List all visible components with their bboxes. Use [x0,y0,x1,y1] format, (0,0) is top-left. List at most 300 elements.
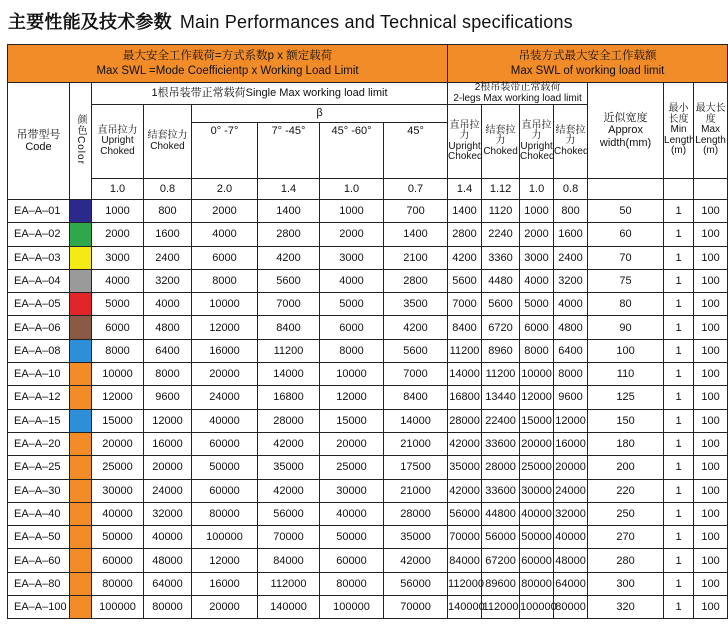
row-value: 42000 [448,432,482,455]
factor-5: 0.7 [384,179,448,200]
color-swatch [70,573,91,595]
row-max-length: 100 [694,293,728,316]
table-row [8,502,728,525]
single-header: 1根吊装带正常载荷Single Max working load limit [92,83,448,105]
row-value: 20000 [92,432,144,455]
row-value: 2800 [258,223,320,246]
row-value: 9600 [144,386,192,409]
row-value: 56000 [258,502,320,525]
row-value: 50000 [192,456,258,479]
row-value: 16000 [192,572,258,595]
row-value: 70000 [448,526,482,549]
two-legs-header [448,83,588,105]
row-value: 4480 [482,269,520,292]
row-min-length: 1 [664,596,694,619]
factor-7: 1.12 [482,179,520,200]
row-value: 70000 [258,526,320,549]
row-value: 12000 [144,409,192,432]
row-value: 33600 [482,479,520,502]
table-body [8,200,728,619]
row-code: EA–A–20 [8,432,70,455]
two-choked-cn: 结套拉力 [485,124,516,147]
row-value: 64000 [554,572,588,595]
row-color-swatch [70,572,92,595]
row-width: 150 [588,409,664,432]
row-value: 42000 [448,479,482,502]
row-value: 4000 [144,293,192,316]
row-value: 3360 [482,246,520,269]
row-value: 48000 [144,549,192,572]
factor-9: 0.8 [554,179,588,200]
color-swatch [70,247,91,269]
row-code: EA–A–25 [8,456,70,479]
row-value: 60000 [192,479,258,502]
row-max-length: 100 [694,246,728,269]
color-swatch [70,386,91,408]
row-value: 40000 [144,526,192,549]
row-value: 9600 [554,386,588,409]
row-value: 14000 [384,409,448,432]
row-color-swatch [70,293,92,316]
row-value: 80000 [520,572,554,595]
row-value: 35000 [258,456,320,479]
row-value: 28000 [448,409,482,432]
code-header-en: Code [25,141,52,153]
table-row [8,479,728,502]
color-swatch [70,526,91,548]
row-max-length: 100 [694,269,728,292]
table-row [8,526,728,549]
band-right [448,45,728,83]
row-value: 4000 [92,269,144,292]
row-value: 8400 [384,386,448,409]
row-value: 100000 [92,596,144,619]
upright-choked-en: Choked [100,145,135,157]
two-upright-header-b [520,105,554,179]
factor-3: 1.4 [258,179,320,200]
row-value: 20000 [520,432,554,455]
two-legs-en: 2-legs Max working load limit [453,92,582,104]
row-width: 80 [588,293,664,316]
table-row [8,339,728,362]
color-swatch [70,200,91,222]
row-value: 11200 [258,339,320,362]
color-header-label: 颜色Color [75,114,86,165]
table-row [8,386,728,409]
color-swatch [70,316,91,338]
row-min-length: 1 [664,316,694,339]
row-value: 24000 [554,479,588,502]
row-value: 2800 [448,223,482,246]
header-band [8,45,728,83]
row-value: 11200 [482,363,520,386]
row-value: 16000 [144,432,192,455]
row-value: 6720 [482,316,520,339]
two-upright-b-choked: Choked [520,151,555,162]
row-value: 2000 [192,200,258,223]
row-value: 3200 [554,269,588,292]
row-value: 67200 [482,549,520,572]
row-value: 5600 [384,339,448,362]
row-value: 1600 [554,223,588,246]
band-left-en: Max SWL =Mode Coefficientp x Working Load Limit [96,64,359,77]
row-value: 4800 [554,316,588,339]
row-value: 3000 [92,246,144,269]
width-header-en: Approx width(mm) [599,124,652,149]
row-value: 20000 [192,596,258,619]
row-value: 25000 [320,456,384,479]
row-value: 2400 [554,246,588,269]
maxlen-header-cn: 最大长度 [695,103,726,125]
row-code: EA–A–80 [8,572,70,595]
row-value: 30000 [92,479,144,502]
row-max-length: 100 [694,572,728,595]
row-width: 220 [588,479,664,502]
row-value: 80000 [144,596,192,619]
row-value: 3000 [320,246,384,269]
row-value: 7000 [258,293,320,316]
row-value: 33600 [482,432,520,455]
table-row [8,596,728,619]
row-value: 50000 [320,526,384,549]
row-value: 60000 [192,432,258,455]
row-max-length: 100 [694,432,728,455]
row-color-swatch [70,456,92,479]
row-value: 700 [384,200,448,223]
row-color-swatch [70,432,92,455]
row-value: 100000 [320,596,384,619]
row-value: 80000 [92,572,144,595]
row-value: 8000 [92,339,144,362]
color-swatch [70,410,91,432]
row-value: 70000 [384,596,448,619]
row-width: 180 [588,432,664,455]
row-color-swatch [70,479,92,502]
row-width: 125 [588,386,664,409]
row-width: 100 [588,339,664,362]
code-header-cn: 吊带型号 [16,128,61,141]
color-swatch [70,480,91,502]
row-value: 2000 [320,223,384,246]
row-value: 56000 [384,572,448,595]
row-value: 8000 [144,363,192,386]
row-value: 8000 [320,339,384,362]
row-value: 4200 [384,316,448,339]
row-value: 7000 [448,293,482,316]
upright-en: Upright [101,135,134,147]
row-value: 1120 [482,200,520,223]
row-value: 140000 [448,596,482,619]
row-value: 80000 [320,572,384,595]
maxlen-header [694,83,728,179]
row-value: 25000 [92,456,144,479]
page-title-cn: 主要性能及技术参数 [8,12,172,32]
row-color-swatch [70,316,92,339]
row-max-length: 100 [694,549,728,572]
table-row [8,246,728,269]
row-code: EA–A–60 [8,549,70,572]
row-width: 75 [588,269,664,292]
row-value: 5000 [92,293,144,316]
row-min-length: 1 [664,223,694,246]
row-color-swatch [70,549,92,572]
row-value: 48000 [554,549,588,572]
color-swatch [70,549,91,571]
row-min-length: 1 [664,432,694,455]
row-value: 6400 [554,339,588,362]
row-value: 4200 [258,246,320,269]
two-upright-b-cn: 直吊拉力 [521,119,552,141]
row-value: 60000 [520,549,554,572]
row-max-length: 100 [694,363,728,386]
row-min-length: 1 [664,200,694,223]
row-value: 35000 [384,526,448,549]
row-min-length: 1 [664,572,694,595]
two-choked-b-en: Choked [554,145,589,157]
row-code: EA–A–30 [8,479,70,502]
row-max-length: 100 [694,316,728,339]
row-min-length: 1 [664,409,694,432]
row-color-swatch [70,502,92,525]
table-row [8,456,728,479]
color-swatch [70,433,91,455]
row-min-length: 1 [664,549,694,572]
specifications-table [7,44,728,619]
row-value: 17500 [384,456,448,479]
band-left-cn: 最大安全工作载荷=方式系数p x 额定载荷 [122,50,333,63]
row-max-length: 100 [694,596,728,619]
row-value: 10000 [520,363,554,386]
row-min-length: 1 [664,363,694,386]
upright-header [92,105,144,179]
row-value: 1000 [320,200,384,223]
row-value: 2240 [482,223,520,246]
row-code: EA–A–40 [8,502,70,525]
two-legs-cn: 2根吊装带正常载荷 [474,82,561,93]
color-swatch [70,503,91,525]
row-value: 4000 [554,293,588,316]
row-code: EA–A–04 [8,269,70,292]
row-value: 60000 [92,549,144,572]
row-value: 800 [554,200,588,223]
row-color-swatch [70,269,92,292]
color-swatch [70,293,91,315]
row-width: 270 [588,526,664,549]
row-value: 15000 [92,409,144,432]
factor-8: 1.0 [520,179,554,200]
row-max-length: 100 [694,223,728,246]
row-value: 5600 [482,293,520,316]
page-title [8,8,573,34]
row-value: 4000 [320,269,384,292]
row-value: 32000 [554,502,588,525]
row-width: 110 [588,363,664,386]
row-color-swatch [70,409,92,432]
row-value: 44800 [482,502,520,525]
factor-blank-max [694,179,728,200]
minlen-header-cn: 最小长度 [668,103,689,125]
row-code: EA–A–02 [8,223,70,246]
row-width: 200 [588,456,664,479]
angle-1: 7° -45° [258,123,320,179]
row-max-length: 100 [694,526,728,549]
choked-en: Choked [150,140,185,152]
row-value: 16000 [192,339,258,362]
two-choked-en: Choked [483,145,518,157]
row-value: 24000 [144,479,192,502]
color-swatch [70,340,91,362]
row-max-length: 100 [694,200,728,223]
table-row [8,432,728,455]
row-value: 40000 [520,502,554,525]
two-upright-header [448,105,482,179]
row-width: 50 [588,200,664,223]
row-min-length: 1 [664,526,694,549]
row-value: 3000 [520,246,554,269]
row-max-length: 100 [694,339,728,362]
table-row [8,549,728,572]
row-max-length: 100 [694,386,728,409]
row-value: 10000 [92,363,144,386]
color-header [70,83,92,200]
angle-3: 45° [384,123,448,179]
row-value: 5000 [320,293,384,316]
row-value: 14000 [448,363,482,386]
color-swatch [70,270,91,292]
row-value: 84000 [258,549,320,572]
row-code: EA–A–100 [8,596,70,619]
row-value: 1000 [520,200,554,223]
row-color-swatch [70,223,92,246]
band-left [8,45,448,83]
row-value: 64000 [144,572,192,595]
row-value: 21000 [384,432,448,455]
table-row [8,316,728,339]
two-upright-cn: 直吊拉力 [449,119,480,141]
row-width: 60 [588,223,664,246]
row-min-length: 1 [664,479,694,502]
row-value: 1600 [144,223,192,246]
code-header [8,83,70,200]
row-value: 4800 [144,316,192,339]
factor-1: 0.8 [144,179,192,200]
row-value: 28000 [258,409,320,432]
two-choked-header-b [554,105,588,179]
angle-0: 0° -7° [192,123,258,179]
row-code: EA–A–06 [8,316,70,339]
row-value: 6000 [320,316,384,339]
row-value: 60000 [320,549,384,572]
row-min-length: 1 [664,339,694,362]
row-value: 28000 [482,456,520,479]
row-code: EA–A–12 [8,386,70,409]
row-value: 40000 [554,526,588,549]
table-row [8,200,728,223]
row-max-length: 100 [694,409,728,432]
row-width: 320 [588,596,664,619]
row-value: 25000 [520,456,554,479]
row-value: 14000 [258,363,320,386]
row-color-swatch [70,200,92,223]
row-max-length: 100 [694,456,728,479]
angle-2: 45° -60° [320,123,384,179]
factor-0: 1.0 [92,179,144,200]
row-value: 8000 [192,269,258,292]
row-value: 8400 [448,316,482,339]
maxlen-header-en: Max Length (m) [695,124,726,157]
row-code: EA–A–01 [8,200,70,223]
row-value: 84000 [448,549,482,572]
row-value: 1000 [92,200,144,223]
row-value: 2800 [384,269,448,292]
row-code: EA–A–08 [8,339,70,362]
row-value: 6000 [520,316,554,339]
row-max-length: 100 [694,502,728,525]
row-value: 80000 [554,596,588,619]
row-value: 42000 [384,549,448,572]
beta-header: β [192,105,448,123]
table-row [8,409,728,432]
minlen-header-en: Min Length (m) [664,124,695,157]
minlen-header [664,83,694,179]
choked-header [144,105,192,179]
row-code: EA–A–03 [8,246,70,269]
row-width: 300 [588,572,664,595]
two-choked-header [482,105,520,179]
row-value: 8960 [482,339,520,362]
row-code: EA–A–10 [8,363,70,386]
row-value: 16800 [448,386,482,409]
row-max-length: 100 [694,479,728,502]
row-value: 4000 [520,269,554,292]
band-right-en: Max SWL of working load limit [510,64,665,77]
row-min-length: 1 [664,293,694,316]
row-width: 280 [588,549,664,572]
row-value: 16000 [554,432,588,455]
row-value: 1400 [384,223,448,246]
row-value: 800 [144,200,192,223]
row-value: 5600 [448,269,482,292]
row-value: 100000 [520,596,554,619]
table-row [8,223,728,246]
row-min-length: 1 [664,456,694,479]
row-value: 16800 [258,386,320,409]
row-value: 112000 [482,596,520,619]
row-value: 100000 [192,526,258,549]
row-value: 40000 [320,502,384,525]
row-value: 12000 [554,409,588,432]
row-value: 2000 [520,223,554,246]
row-value: 5600 [258,269,320,292]
row-width: 250 [588,502,664,525]
row-value: 2000 [92,223,144,246]
row-width: 70 [588,246,664,269]
row-min-length: 1 [664,386,694,409]
row-value: 12000 [192,549,258,572]
row-value: 1400 [448,200,482,223]
row-color-swatch [70,339,92,362]
row-value: 4000 [192,223,258,246]
table-row [8,293,728,316]
two-upright-choked: Choked [448,151,483,162]
table-row [8,269,728,292]
row-color-swatch [70,526,92,549]
row-value: 7000 [384,363,448,386]
row-value: 15000 [320,409,384,432]
factor-4: 1.0 [320,179,384,200]
row-value: 56000 [482,526,520,549]
factor-blank-width [588,179,664,200]
